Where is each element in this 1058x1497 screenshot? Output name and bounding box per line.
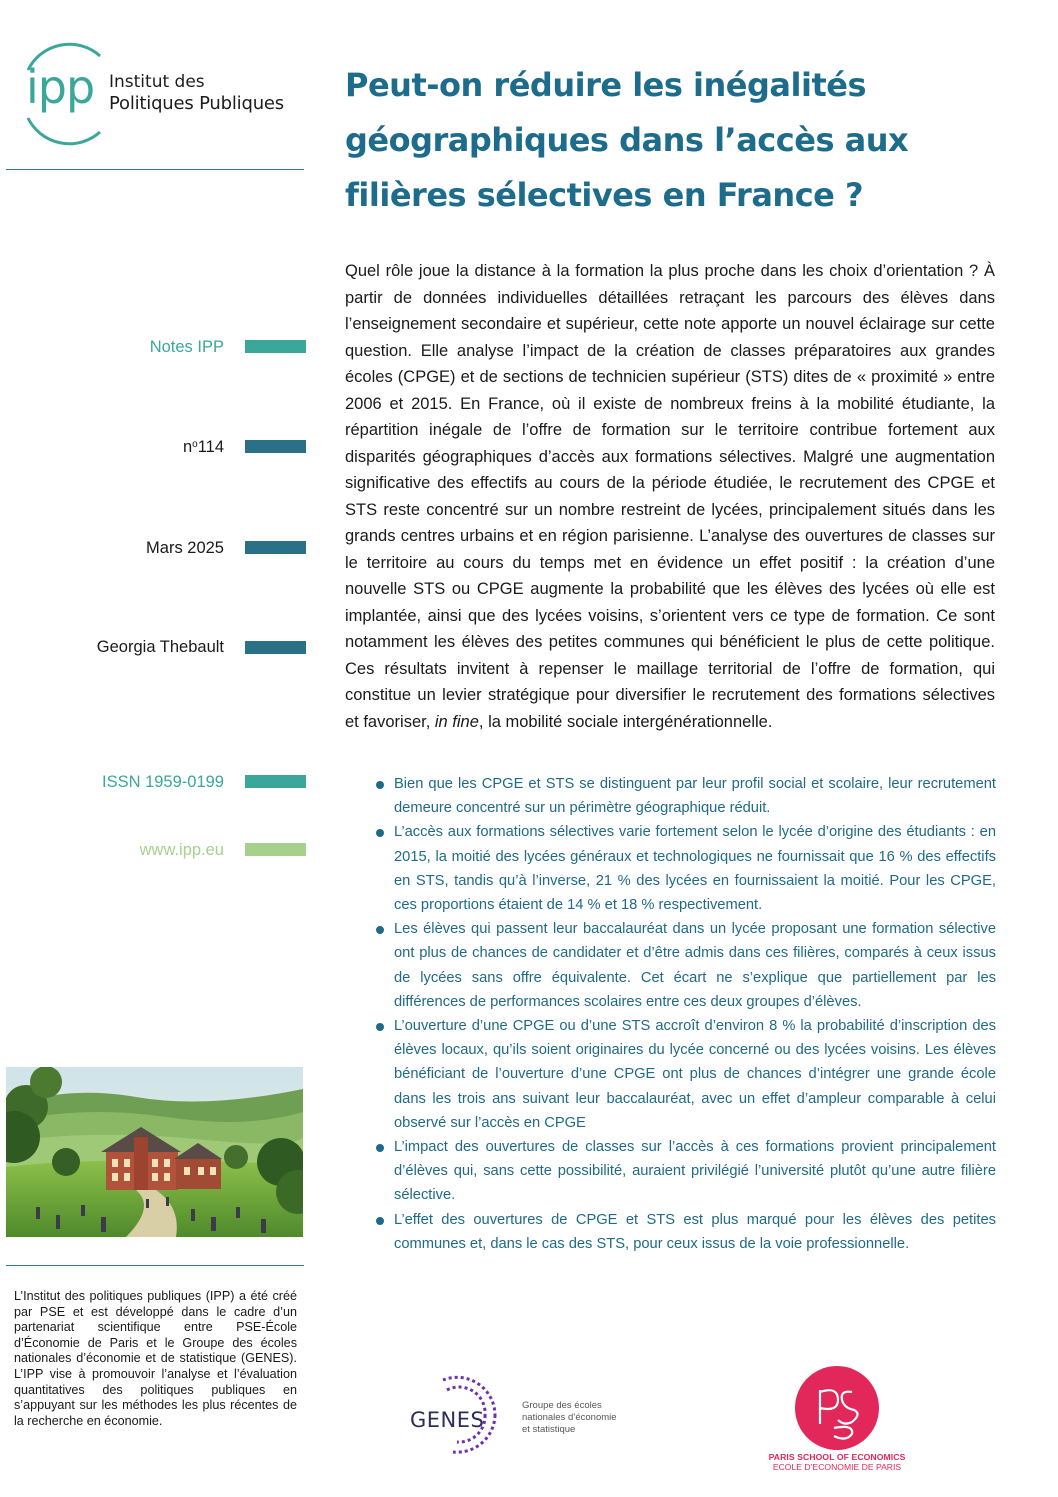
abstract-emphasis: in fine: [434, 712, 479, 731]
logo-name: [109, 72, 284, 114]
note-number-sup: o: [192, 439, 198, 450]
genes-subtitle-line3: et statistique: [522, 1424, 576, 1435]
issn: ISSN 1959-0199: [101, 773, 224, 791]
pse-name-fr: ECOLE D’ECONOMIE DE PARIS: [772, 1462, 902, 1472]
bullet-icon: [376, 926, 384, 934]
key-finding-text: Les élèves qui passent leur baccalauréat dans un lycée proposant une formation sélective ont plus de chances de candidater et d’être admis dans ces filières, comparés à ceux issus de lycées sans offre équivalente. Cet écart ne s’explique que partiellement par les différences de performances scolaires entre ces deux groupes d’élèves.: [394, 921, 996, 1010]
about-ipp: L’Institut des politiques publiques (IPP) a été créé par PSE et est développé dans le cadre d’un partenariat scientifique entre PSE-École d’Économie de Paris et le Groupe des écoles nationales d’économie et de statistique (GENES). L’IPP vise à promouvoir l’analyse et l’évaluation quantitatives des politiques publiques en s’appuyant sur les méthodes les plus récentes de la recherche en économie.: [14, 1289, 297, 1428]
website-link[interactable]: www.ipp.eu: [139, 841, 224, 859]
series-bar: [245, 340, 306, 353]
key-findings-list: [376, 772, 996, 1256]
genes-logo: [405, 1370, 625, 1460]
date-bar: [245, 541, 306, 554]
series-label: Notes IPP: [149, 338, 224, 356]
genes-subtitle: [522, 1400, 617, 1436]
bullet-icon: [376, 781, 384, 789]
issn-bar: [245, 775, 306, 788]
note-number-value: 114: [197, 438, 224, 456]
pse-logo: [762, 1362, 912, 1472]
author-name: Georgia Thebault: [96, 638, 224, 656]
logo-name-line1: Institut des: [109, 72, 205, 92]
cover-illustration: [6, 1067, 303, 1237]
abstract: [345, 258, 995, 735]
logo-name-line2: Politiques Publiques: [109, 93, 284, 114]
bullet-icon: [376, 1144, 384, 1152]
key-finding-text: L’accès aux formations sélectives varie fortement selon le lycée d’origine des étudiants : en 2015, la moitié des lycées généraux et technologiques ne fournissait que 16 % des effectifs en STS, tandis qu’à l’inverse, 21 % des lycées en fournissaient la moitié. Pour les CPGE, ces proportions étaient de 14 % et 18 % respectivement.: [394, 824, 996, 914]
page-title: Peut-on réduire les inégalités géographiques dans l’accès aux filières sélectives en France ?: [345, 66, 909, 214]
genes-wordmark: GENES: [410, 1408, 485, 1432]
key-finding: [376, 820, 996, 917]
note-number-prefix: n: [182, 438, 193, 456]
abstract-ending: , la mobilité sociale intergénérationnelle.: [478, 712, 773, 731]
pse-name-en: PARIS SCHOOL OF ECONOMICS: [768, 1452, 906, 1462]
key-finding-text: L’effet des ouvertures de CPGE et STS est plus marqué pour les élèves des petites communes et, dans le cas des STS, pour ceux issus de la voie professionnelle.: [394, 1211, 996, 1252]
bullet-icon: [376, 1023, 384, 1031]
author-bar: [245, 641, 306, 654]
website-bar: [245, 843, 306, 856]
landscape-illustration: [6, 1067, 303, 1237]
key-finding: [376, 1208, 996, 1256]
genes-subtitle-line2: nationales d’économie: [522, 1412, 617, 1423]
publication-date: Mars 2025: [146, 539, 224, 557]
ipp-logo: [20, 42, 310, 146]
key-finding-text: Bien que les CPGE et STS se distinguent par leur profil social et scolaire, leur recrutement demeure concentré sur un périmètre géographique réduit.: [394, 776, 996, 817]
header-divider: [6, 169, 304, 170]
bullet-icon: [376, 1217, 384, 1225]
number-bar: [245, 440, 306, 453]
note-number: [183, 437, 224, 457]
footer-divider: [6, 1265, 304, 1266]
key-finding-text: L’ouverture d’une CPGE ou d’une STS accroît d’environ 8 % la probabilité d’inscription des élèves locaux, qu’ils soient originaires du lycée concerné ou des lycées voisins. Les élèves bénéficiant de l’ouverture d’une CPGE ont plus de chances d’intégrer une grande école dans les trois ans suivant leur baccalauréat, avec un effet d’ampleur comparable à celui observé sur l’accès en CPGE: [394, 1018, 996, 1131]
genes-subtitle-line1: Groupe des écoles: [522, 1400, 602, 1411]
key-finding: [376, 1135, 996, 1208]
key-finding: [376, 1014, 996, 1135]
logo-short: ipp: [26, 60, 95, 114]
pse-emblem-icon: [762, 1362, 912, 1452]
key-finding: [376, 772, 996, 820]
bullet-icon: [376, 829, 384, 837]
abstract-text: Quel rôle joue la distance à la formation la plus proche dans les choix d’orientation ? À partir de données individuelles détaillées retraçant les parcours des élèves dans l’enseignement secondaire et supérieur, cette note apporte un nouvel éclairage sur cette question. Elle analyse l’impact de la création de classes préparatoires aux grandes écoles (CPGE) et de sections de technicien supérieur (STS) dites de « proximité » entre 2006 et 2015. En France, où il existe de nombreux freins à la mobilité étudiante, la répartition inégale de l’offre de formation sur le territoire contribue fortement aux disparités géographiques d’accès aux formations sélectives. Malgré une augmentation significative des effectifs au cours de la période étudiée, le recrutement des CPGE et STS reste concentré sur un nombre restreint de lycées, principalement situés dans les grands centres urbains et en région parisienne. L’analyse des ouvertures de classes sur le territoire au cours du temps met en évidence un effet positif : la création d’une nouvelle STS ou CPGE augmente la probabilité que les élèves des lycées où elle est implantée, ainsi que des lycées voisins, s’orientent vers ce type de formation. Ce sont notamment les élèves des petites communes qui bénéficient le plus de cette politique. Ces résultats invitent à repenser le maillage territorial de l’offre de formation, qui constitue un levier stratégique pour diversifier le recrutement des formations sélectives et favoriser,: [345, 262, 995, 731]
key-finding: [376, 917, 996, 1014]
key-finding-text: L’impact des ouvertures de classes sur l’accès à ces formations provient principalement d’élèves qui, sans cette possibilité, auraient privilégié l’université plutôt qu’une autre filière sélective.: [394, 1139, 996, 1204]
